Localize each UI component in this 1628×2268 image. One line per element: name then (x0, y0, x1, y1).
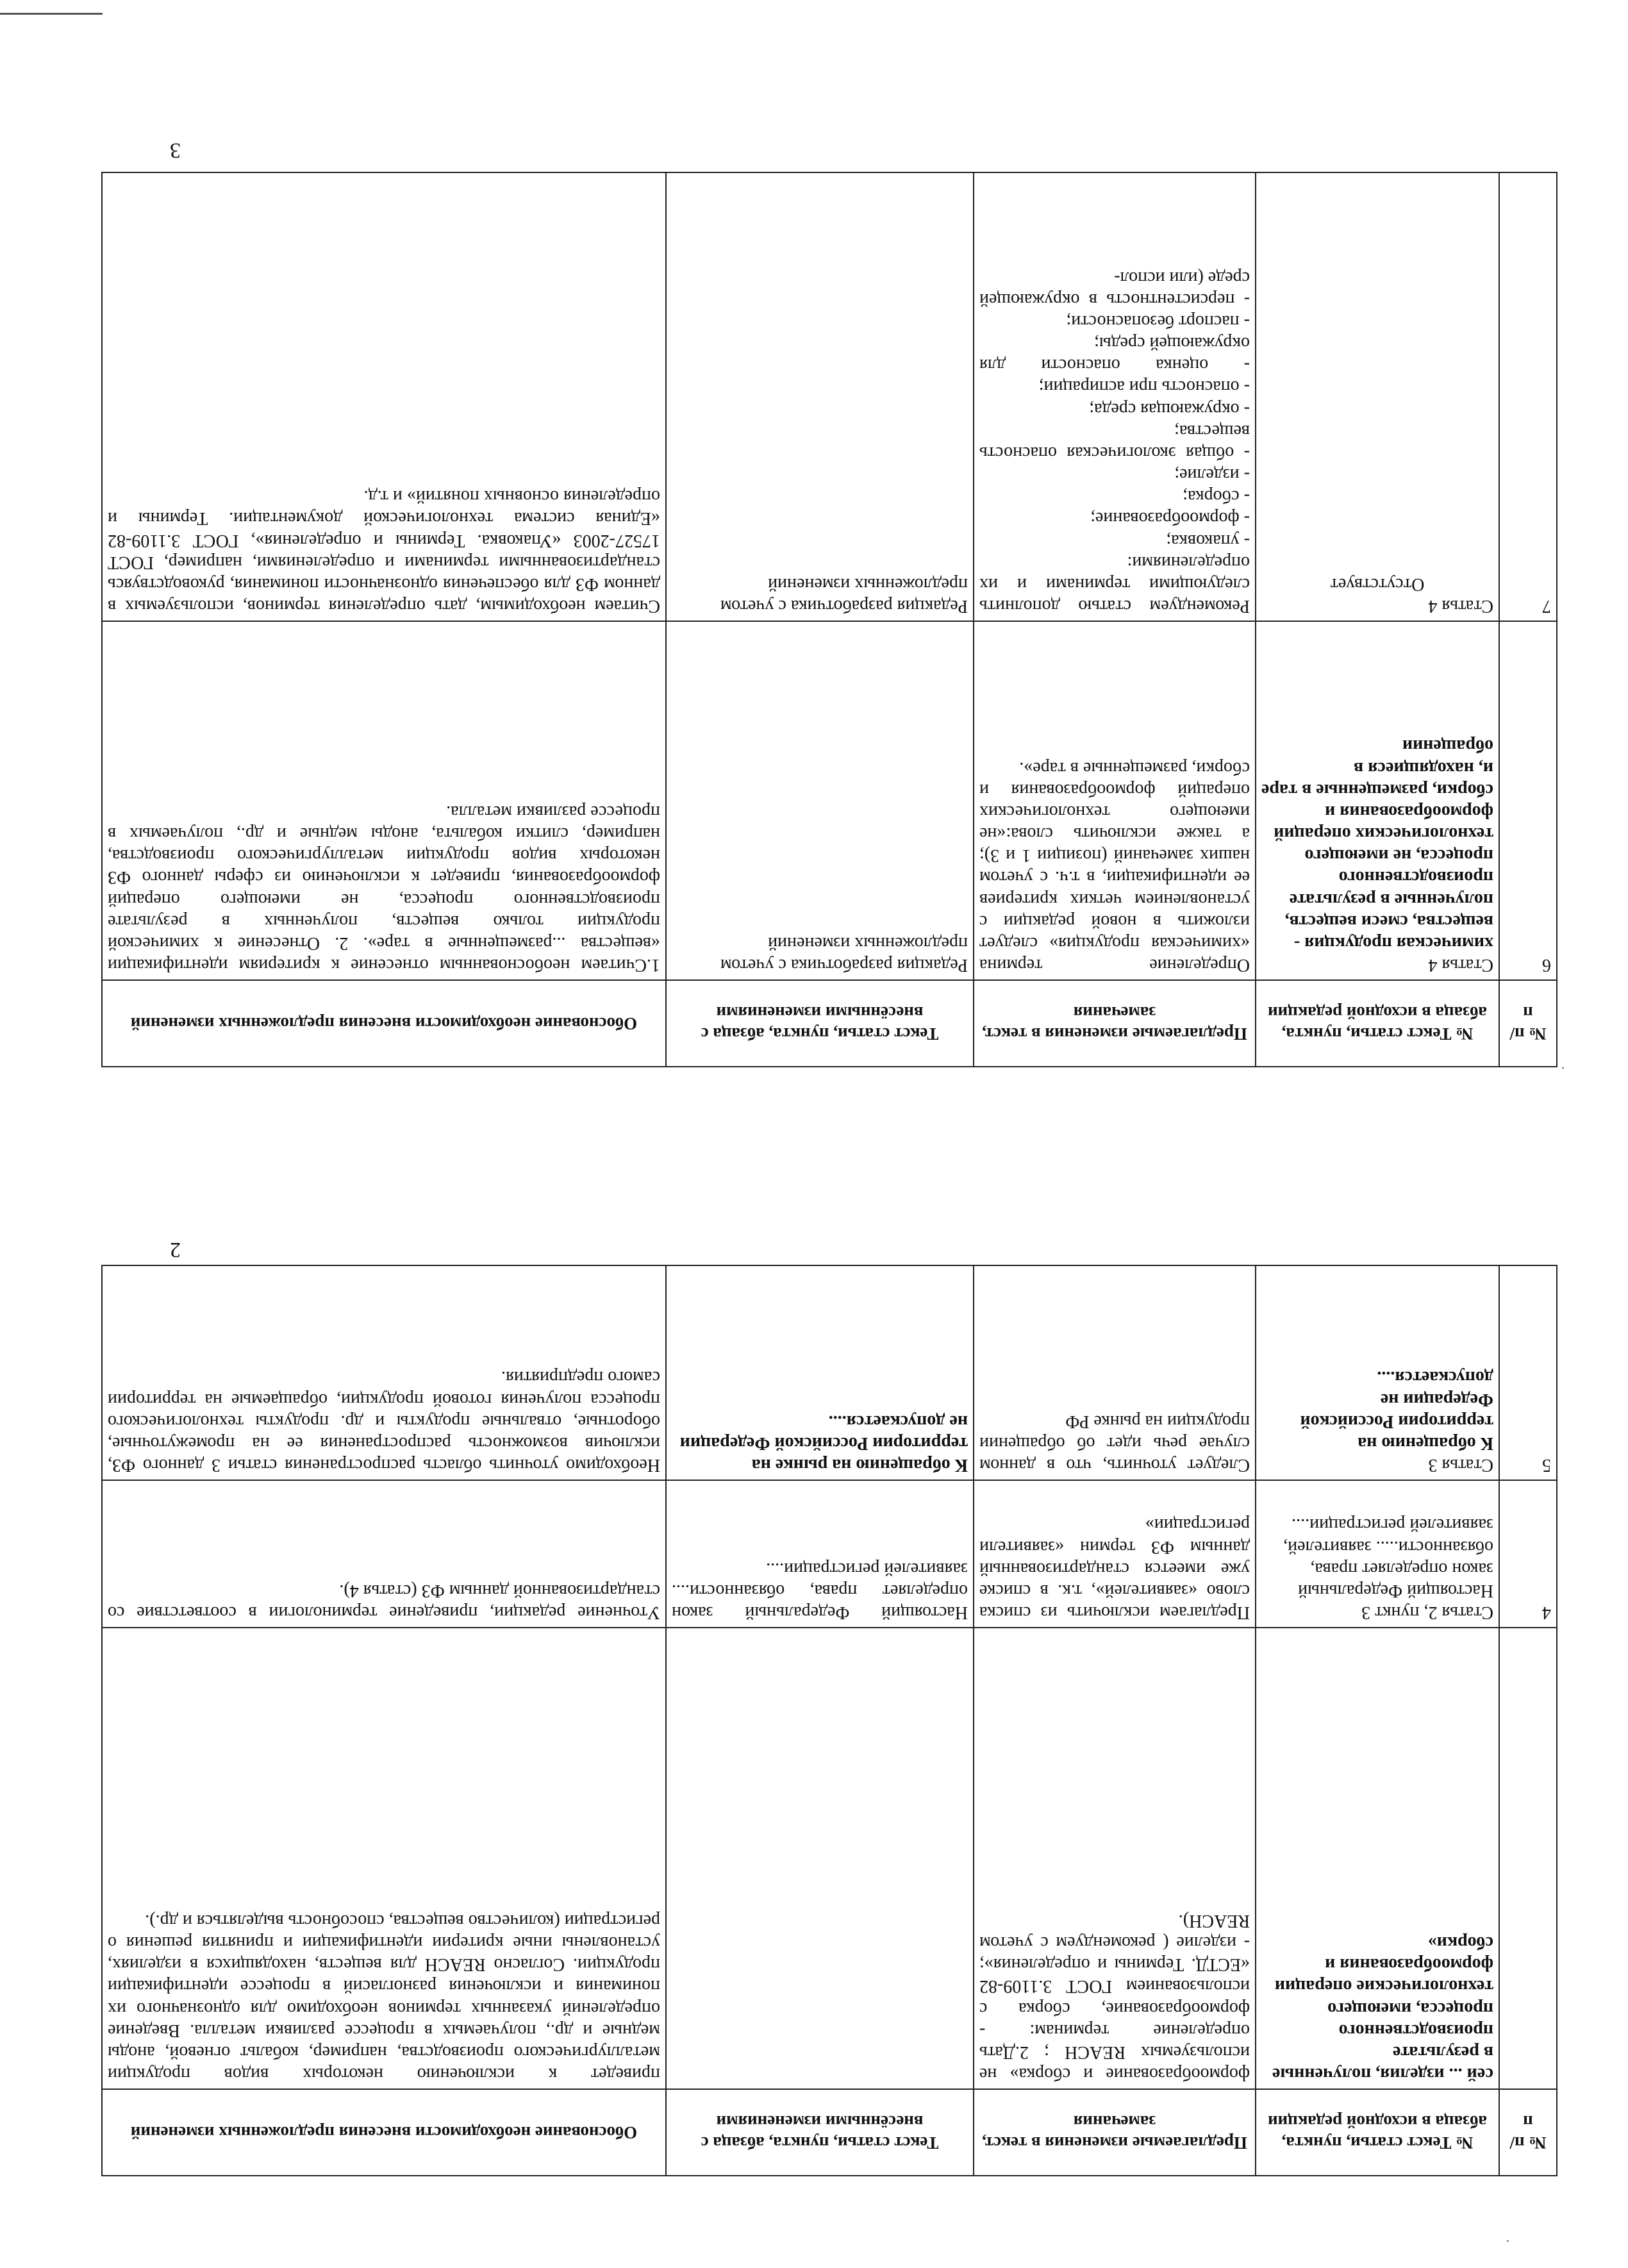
list-item: - опасность при аспирации; (979, 376, 1250, 397)
justification-cell: приведет к исключению некоторых видов продукции металлургического производства, например, кобальт огневой, аноды медные и др., получаемых в процессе разливки металла. Введение определений указанных терминов необходимо для однозначного их понимания и исключения разногласий в процессе идентификации продукции. Согласно REACH для веществ, находящихся в изделиях, установлены иные критерии идентификации и принятия решения о регистрации (количество вещества, способность выделяться и др.). (102, 1628, 666, 2089)
header-num: № п/п (1499, 2089, 1557, 2176)
page-number: 2 (170, 1238, 181, 1262)
article-ref: Статья 4 (1428, 955, 1493, 975)
table-row (102, 1628, 1557, 2089)
article-text: сей ... изделия, полученные в результате производственного процесса, имеющего технологические операции формообразования и сборки» (1272, 1933, 1493, 2084)
row-num (1499, 1628, 1557, 2089)
article-text: Настоящий Федеральный закон определяет права, обязанности..... заявителей, заявителей регистрации.... (1283, 1515, 1493, 1601)
justification-cell: 1.Считаем необоснованным отнесение к критериям идентификации «вещества ...размещенные в таре». 2. Отнесение к химической продукции только веществ, полученных в результате производственного процесса, не имеющего операций формообразования, приведет к исключению из сферы данного ФЗ некоторых видов продукции металлургического производства, например, слитки кобальта, аноды медные и др., получаемых в процессе разливки металла. (102, 621, 666, 980)
list-item: - общая экологическая опасность вещества; (979, 420, 1250, 463)
stray-mark: . (1506, 2231, 1509, 2245)
header-text-new: Текст статьи, пункта, абзаца с внесёнными изменениями (666, 980, 974, 1067)
article-cell (1256, 621, 1499, 980)
list-item: - оценка опасности для окружающей среды; (979, 332, 1250, 376)
article-cell (1256, 1265, 1499, 1480)
header-proposed: Предлагаемые изменения в текст, замечания (974, 2089, 1256, 2176)
proposed-cell (974, 172, 1256, 621)
proposed-cell: Следует уточнить, что в данном случае речь идет об обращении продукции на рынке РФ (974, 1265, 1256, 1480)
table-row (102, 172, 1557, 621)
row-num: 4 (1499, 1480, 1557, 1628)
table-row (102, 1480, 1557, 1628)
table-header-row (102, 2089, 1557, 2176)
article-ref: Статья 3 (1428, 1455, 1493, 1475)
header-justification: Обоснование необходимости внесения предложенных изменений (102, 2089, 666, 2176)
list-item: - сборка; (979, 485, 1250, 507)
article-text: химическая продукция - вещества, смеси веществ, полученные в результате производственного процесса, не имеющего технологических операций формообразования и сборки, размещенные в таре и, находящиеся в обращении (1261, 736, 1493, 953)
row-num: 6 (1499, 621, 1557, 980)
scan-edge-line (0, 13, 103, 15)
text-new-cell: Редакция разработчика с учетом предложенных изменений (666, 172, 974, 621)
article-text: К обращению на территории Российской Федерации не допускается.... (1300, 1367, 1493, 1453)
text-new-cell: Редакция разработчика с учетом предложенных изменений (666, 621, 974, 980)
article-ref: Статья 2, пункт 3 (1361, 1603, 1493, 1622)
list-item: - упаковка; (979, 529, 1250, 551)
table-row (102, 1265, 1557, 1480)
article-text: Отсутствует (1330, 574, 1425, 594)
text-new-cell (666, 1628, 974, 2089)
justification-cell: Необходимо уточнить область распространения статьи 3 данного ФЗ, исключив возможность распространения ее на промежуточные, оборотные, отвальные продукты и др. продукты технологического процесса получения готовой продукции, обращаемые на территории самого предприятия. (102, 1265, 666, 1480)
justification-cell: Уточнение редакции, приведение терминологии в соответствие со стандартизованной данным ФЗ (статья 4). (102, 1480, 666, 1628)
proposed-cell: Предлагаем исключить из списка слово «заявителей», т.к. в списке уже имеется стандартизованный данным ФЗ термин «заявители регистрации» (974, 1480, 1256, 1628)
row-num: 5 (1499, 1265, 1557, 1480)
article-cell (1256, 172, 1499, 621)
header-justification: Обоснование необходимости внесения предложенных изменений (102, 980, 666, 1067)
table-page-3 (103, 163, 1557, 1067)
table-page-2 (103, 1266, 1557, 2176)
header-article: № Текст статьи, пункта, абзаца в исходной редакции (1256, 2089, 1499, 2176)
header-article: № Текст статьи, пункта, абзаца в исходной редакции (1256, 980, 1499, 1067)
article-ref: Статья 4 (1428, 596, 1493, 616)
stray-mark: . (1561, 1058, 1565, 1072)
article-cell (1256, 1628, 1499, 2089)
text-new-cell: Настоящий Федеральный закон определяет права, обязанности.... заявителей регистрации.... (666, 1480, 974, 1628)
header-proposed: Предлагаемые изменения в текст, замечания (974, 980, 1256, 1067)
list-item: - паспорт безопасности; (979, 310, 1250, 332)
list-item: - персистентность в окружающей среде (или испол- (979, 267, 1250, 310)
page-number: 3 (170, 138, 181, 162)
header-text-new: Текст статьи, пункта, абзаца с внесёнными изменениями (666, 2089, 974, 2176)
list-item: - окружающая среда; (979, 397, 1250, 419)
proposed-intro: Рекомендуем статью дополнить следующими терминами и их определениями: (979, 552, 1250, 616)
table-header-row (102, 980, 1557, 1067)
justification-cell: Считаем необходимым, дать определения терминов, используемых в данном ФЗ для обеспечения однозначности понимания, руководствуясь стандартизованными терминами и определениями, например, ГОСТ 17527-2003 «Упаковка. Термины и определения», ГОСТ 3.1109-82 «Единая система технологической документации. Термины и определения основных понятий» и т.д. (102, 172, 666, 621)
list-item: - формообразование; (979, 507, 1250, 529)
header-num: № п/п (1499, 980, 1557, 1067)
text-new-cell: К обращению на рынке на территории Российской Федерации не допускается.... (666, 1265, 974, 1480)
proposed-cell: формообразование и сборка» не используемых REACH ; 2.Дать определение терминам: - формообразование, сборка с использованием ГОСТ 3.1109-82 «ЕСТД. Термины и определения»; - изделие ( рекомендуем с учетом REACH). (974, 1628, 1256, 2089)
table-row (102, 621, 1557, 980)
row-num: 7 (1499, 172, 1557, 621)
proposed-cell: Определение термина «химическая продукция» следует изложить в новой редакции с установлением четких критериев ее идентификации, в т.ч. с учетом наших замечаний (позиции 1 и 3); а также исключить слова:«не имеющего технологических операций формообразования и сборки, размещенные в таре». (974, 621, 1256, 980)
terms-list (979, 267, 1250, 551)
article-cell (1256, 1480, 1499, 1628)
list-item: - изделие; (979, 463, 1250, 485)
